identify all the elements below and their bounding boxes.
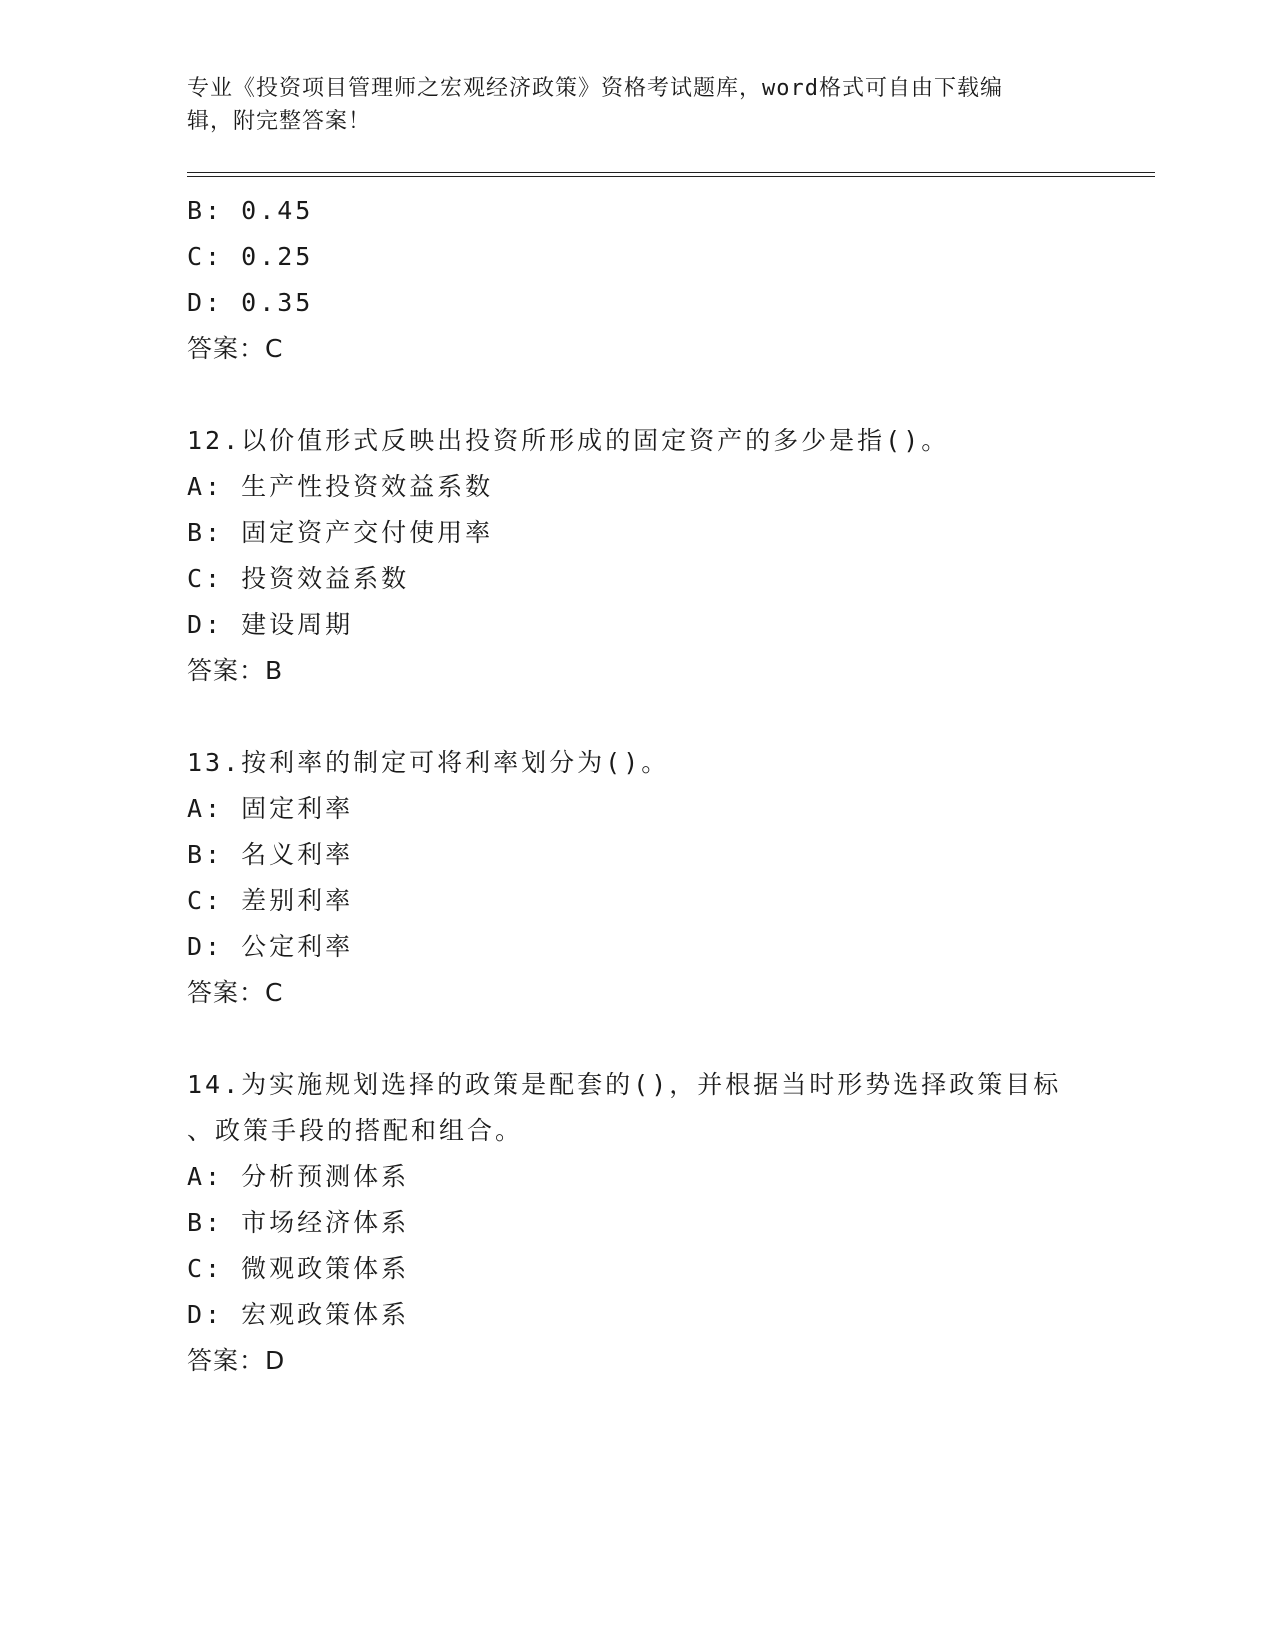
option-a: A: 固定利率: [187, 794, 354, 823]
question-13: [187, 740, 1087, 1016]
answer: 答案：D: [187, 1346, 286, 1375]
header-line-2: 辑，附完整答案！: [187, 109, 372, 134]
option-d: D: 建设周期: [187, 610, 354, 639]
question-list: [187, 188, 1087, 1384]
option-b: B: 名义利率: [187, 840, 354, 869]
question-12: [187, 418, 1087, 694]
header-divider-top: [187, 172, 1155, 173]
option-d: D: 公定利率: [187, 932, 354, 961]
document-header: [187, 72, 1087, 138]
answer: 答案：C: [187, 978, 284, 1007]
option-c: C: 投资效益系数: [187, 564, 410, 593]
option-a: A: 分析预测体系: [187, 1162, 410, 1191]
question-stem-line-1: 14.为实施规划选择的政策是配套的()，并根据当时形势选择政策目标: [187, 1070, 1062, 1099]
option-d: D: 宏观政策体系: [187, 1300, 410, 1329]
answer: 答案：B: [187, 656, 284, 685]
option-b: B: 市场经济体系: [187, 1208, 410, 1237]
question-stem: 13.按利率的制定可将利率划分为()。: [187, 748, 670, 777]
answer: 答案：C: [187, 334, 284, 363]
option-c: C: 差别利率: [187, 886, 354, 915]
header-divider-bottom: [187, 176, 1155, 177]
header-line-1: 专业《投资项目管理师之宏观经济政策》资格考试题库，word格式可自由下载编: [187, 76, 1003, 101]
previous-question-tail: [187, 188, 1087, 372]
option-c: C: 0.25: [187, 242, 314, 271]
option-d: D: 0.35: [187, 288, 314, 317]
option-b: B: 0.45: [187, 196, 314, 225]
option-a: A: 生产性投资效益系数: [187, 472, 494, 501]
option-c: C: 微观政策体系: [187, 1254, 410, 1283]
question-stem-line-2: 、政策手段的搭配和组合。: [187, 1116, 524, 1145]
question-14: [187, 1062, 1087, 1384]
option-b: B: 固定资产交付使用率: [187, 518, 494, 547]
question-stem: 12.以价值形式反映出投资所形成的固定资产的多少是指()。: [187, 426, 950, 455]
